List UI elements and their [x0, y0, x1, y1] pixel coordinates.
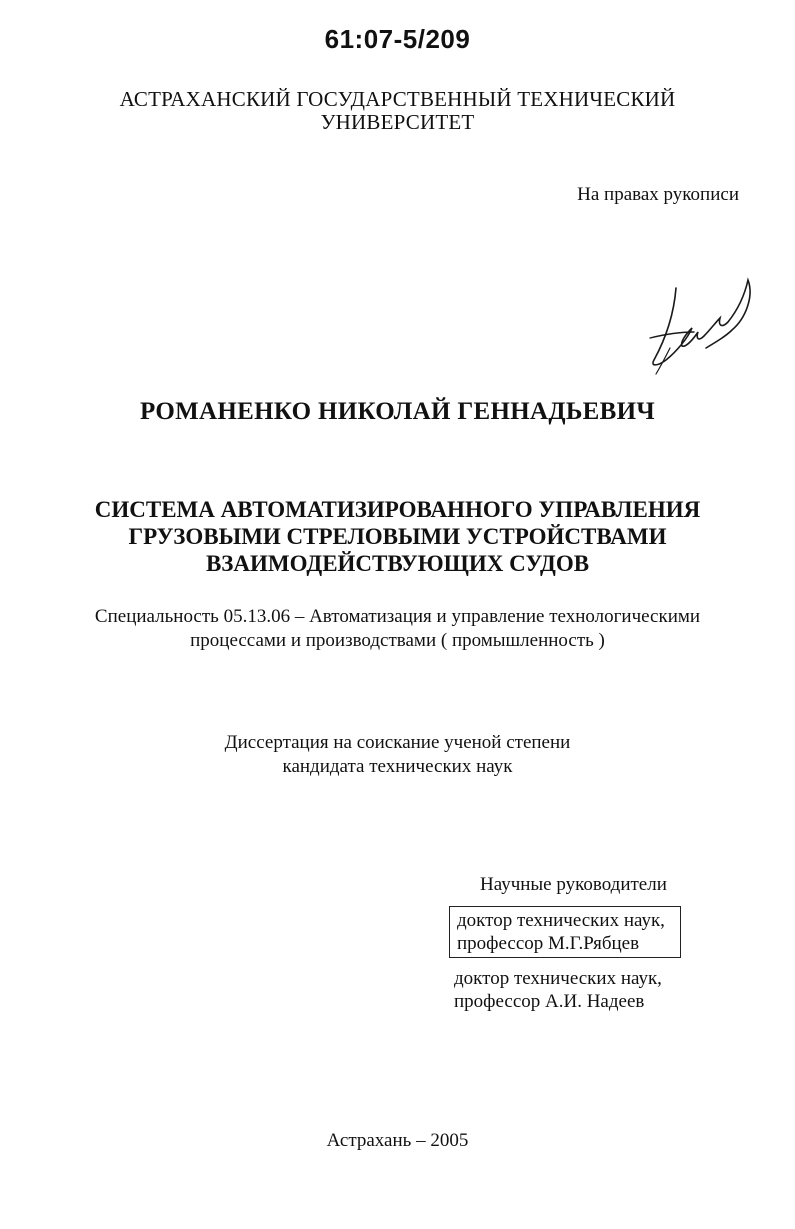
catalog-number: 61:07-5/209: [324, 24, 471, 54]
supervisor-first: [449, 906, 681, 958]
thesis-title-line-3: ВЗАИМОДЕЙСТВУЮЩИХ СУДОВ: [205, 551, 590, 576]
university-line-2: УНИВЕРСИТЕТ: [320, 110, 475, 134]
supervisor-first-line-1: доктор технических наук,: [457, 910, 665, 931]
signature-icon: [636, 268, 766, 378]
supervisor-second-line-1: доктор технических наук,: [454, 968, 662, 989]
degree-line-1: Диссертация на соискание ученой степени: [224, 732, 571, 753]
degree-line-2: кандидата технических наук: [282, 756, 513, 777]
supervisor-second: [454, 967, 662, 1013]
specialty-line-2: процессами и производствами ( промышленность ): [190, 630, 605, 651]
city-year: Астрахань – 2005: [326, 1130, 469, 1151]
specialty: [0, 605, 795, 653]
specialty-line-1: Специальность 05.13.06 – Автоматизация и управление технологическими: [94, 606, 701, 627]
university-name: [0, 88, 795, 134]
thesis-title: [0, 496, 795, 577]
manuscript-rights: На правах рукописи: [577, 184, 739, 205]
supervisor-first-line-2: профессор М.Г.Рябцев: [457, 933, 640, 954]
degree-statement: [0, 731, 795, 779]
university-line-1: АСТРАХАНСКИЙ ГОСУДАРСТВЕННЫЙ ТЕХНИЧЕСКИЙ: [119, 87, 676, 111]
author-name: РОМАНЕНКО НИКОЛАЙ ГЕННАДЬЕВИЧ: [139, 398, 656, 425]
supervisors-heading: Научные руководители: [480, 874, 667, 895]
thesis-title-line-2: ГРУЗОВЫМИ СТРЕЛОВЫМИ УСТРОЙСТВАМИ: [128, 524, 667, 549]
thesis-title-line-1: СИСТЕМА АВТОМАТИЗИРОВАННОГО УПРАВЛЕНИЯ: [94, 497, 701, 522]
supervisor-second-line-2: профессор А.И. Надеев: [454, 991, 645, 1012]
